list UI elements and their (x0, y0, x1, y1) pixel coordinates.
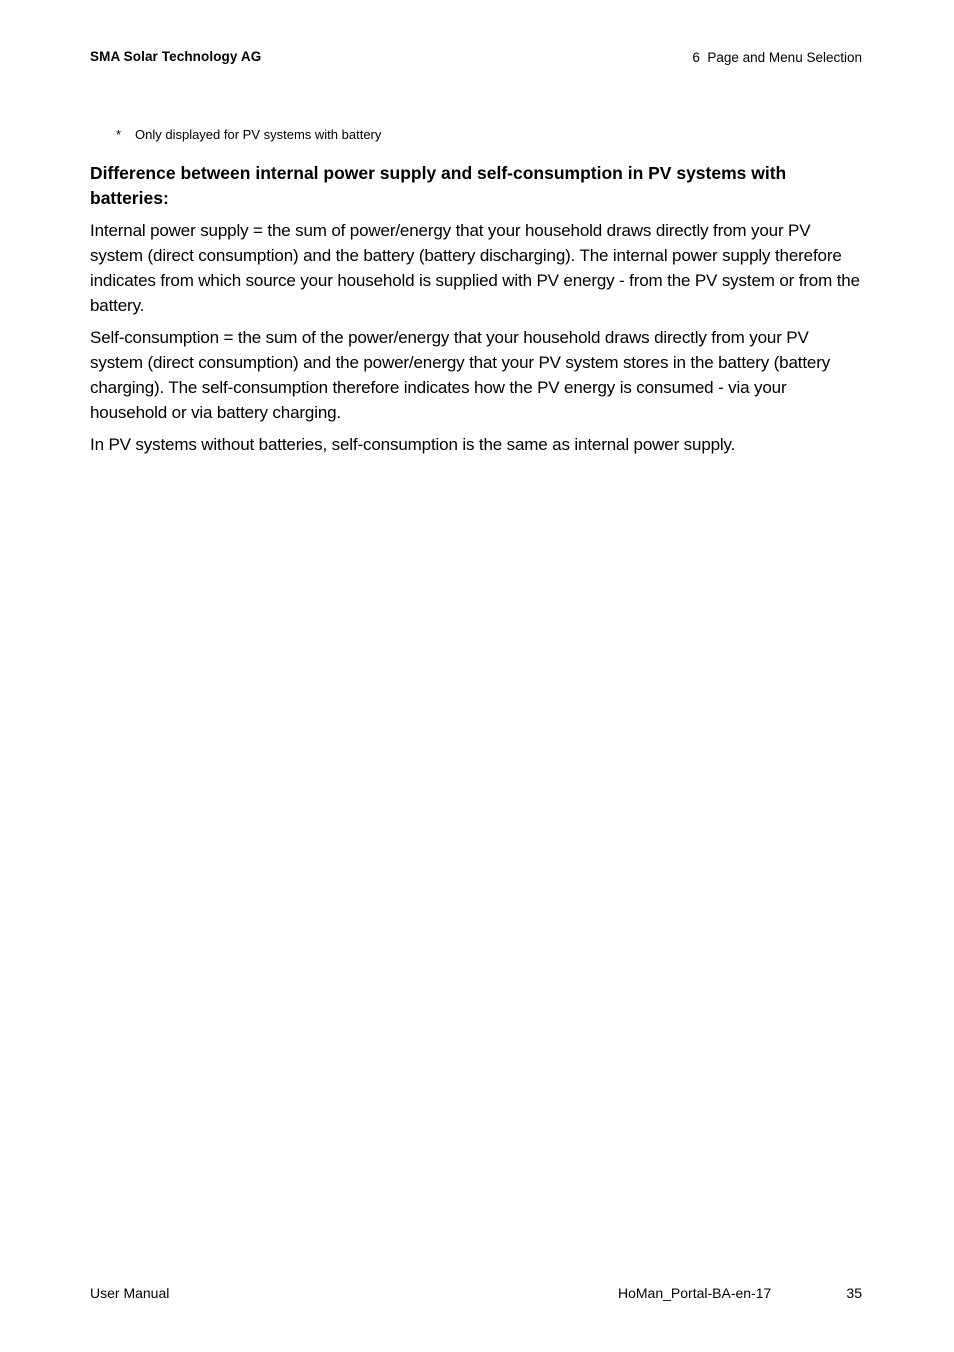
chapter-title: Page and Menu Selection (707, 50, 862, 65)
header-chapter (692, 50, 862, 65)
footnote-marker: * (116, 127, 122, 142)
chapter-number: 6 (692, 50, 700, 65)
footer-document-id: HoMan_Portal-BA-en-17 (618, 1285, 772, 1301)
footer-document-type: User Manual (90, 1285, 170, 1301)
footer-page-number: 35 (846, 1285, 862, 1301)
main-content (90, 161, 862, 464)
paragraph-no-batteries: In PV systems without batteries, self-consumption is the same as internal power supply. (90, 435, 736, 454)
header-company: SMA Solar Technology AG (90, 49, 262, 64)
section-heading: Difference between internal power supply and self-consumption in PV systems with batteries: (90, 163, 787, 208)
paragraph-self-consumption: Self-consumption = the sum of the power/energy that your household draws directly from your PV system (direct consumption) and the power/energy that your PV system stores in the battery (battery charging). The self-consumption therefore indicates how the PV energy is consumed - via your household or via battery charging. (90, 328, 831, 422)
paragraph-internal-power-supply: Internal power supply = the sum of power/energy that your household draws directly from your PV system (direct consumption) and the battery (battery discharging). The internal power supply therefore indicates from which source your household is supplied with PV energy - from the PV system or from the battery. (90, 221, 860, 315)
footnote-text: Only displayed for PV systems with battery (135, 127, 382, 142)
footnote (116, 127, 381, 142)
